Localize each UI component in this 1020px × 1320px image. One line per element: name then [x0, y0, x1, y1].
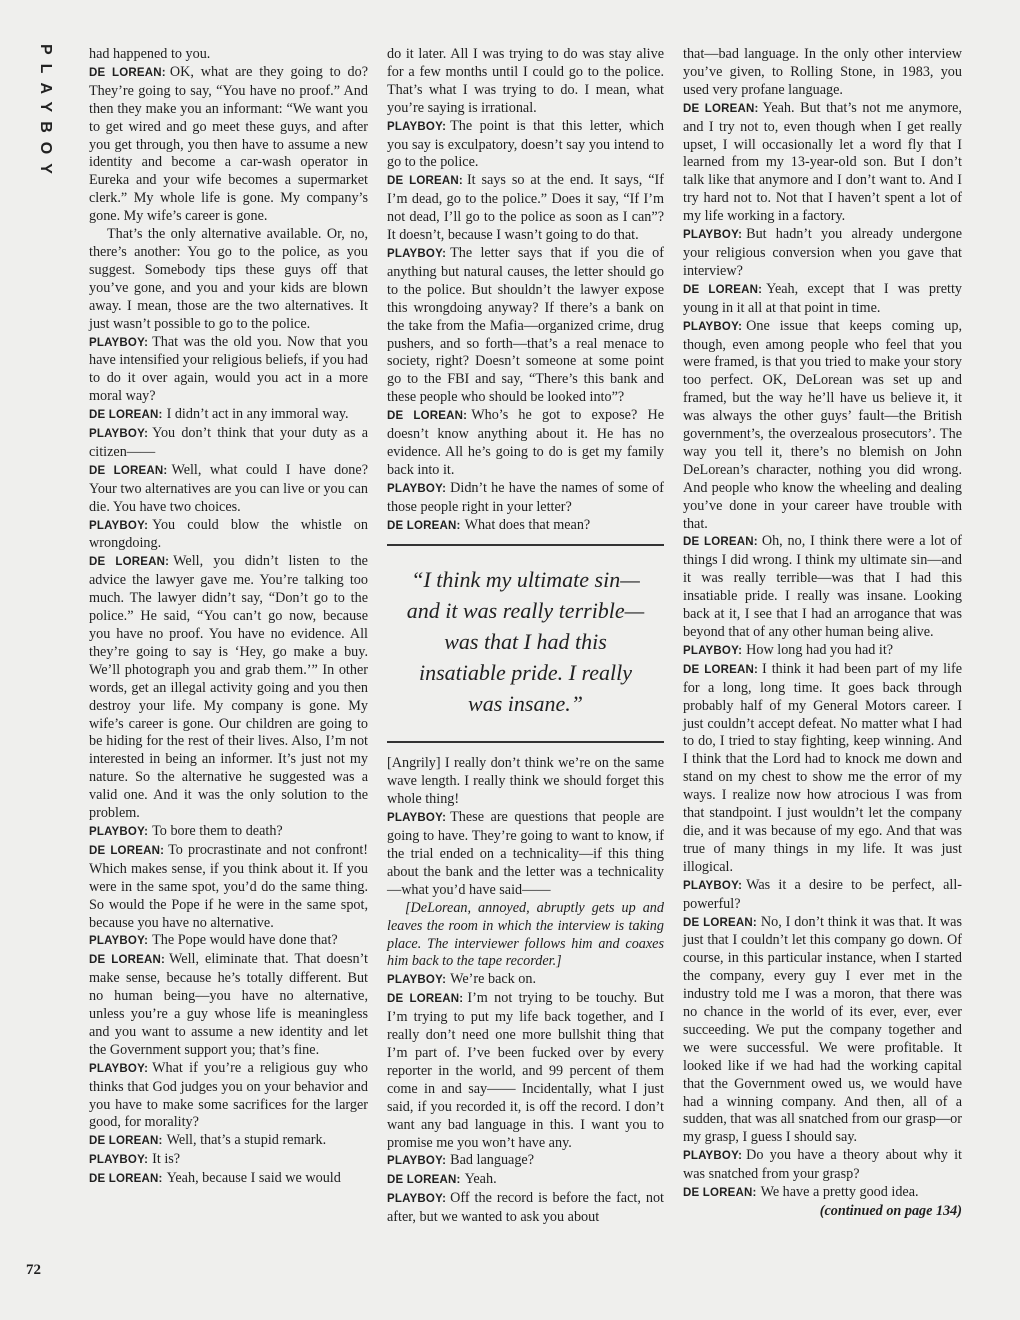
speaker-label: DE LOREAN: [683, 536, 758, 549]
interview-paragraph [387, 1190, 664, 1227]
speaker-label: PLAYBOY: [89, 1062, 149, 1075]
speaker-label: PLAYBOY: [89, 1154, 149, 1167]
paragraph-text: I didn’t act in any immoral way. [166, 406, 349, 423]
speaker-label: PLAYBOY: [683, 320, 743, 333]
paragraph-text: That was the old you. Now that you have intensified your religious beliefs, if you had to do it over again, would you act in a more moral way? [89, 333, 368, 405]
paragraph-text: Oh, no, I think there were a lot of things I did wrong. I think my ultimate sin—and it was really terrible—was that I had this insatiable pride. I really was insane. Looking back at it, I see that I had an arrogance that was beyond that of any other human being alive. [683, 533, 962, 640]
speaker-label: DE LOREAN: [89, 464, 168, 477]
interview-paragraph [89, 425, 368, 462]
interview-paragraph [89, 951, 368, 1059]
interview-paragraph [683, 642, 962, 661]
paragraph-text: What if you’re a religious guy who thinks that God judges you on your behavior and you have to make some sacrifices for the larger good, for morality? [89, 1059, 368, 1131]
interview-paragraph [683, 914, 962, 1148]
paragraph-text: Yeah, because I said we would [166, 1170, 341, 1187]
speaker-label: PLAYBOY: [89, 935, 149, 948]
speaker-label: PLAYBOY: [387, 1193, 447, 1206]
interview-paragraph [683, 46, 962, 100]
interview-paragraph [89, 823, 368, 842]
interview-paragraph [387, 990, 664, 1152]
paragraph-text: that—bad language. In the only other interview you’ve given, to Rolling Stone, in 1983, you used very profane language. [683, 46, 962, 98]
paragraph-text: [DeLorean, annoyed, abruptly gets up and leaves the room in which the interview is taking place. The interviewer follows him and coaxes him back to the tape recorder.] [387, 899, 664, 970]
page-number: 72 [26, 1262, 41, 1278]
interview-paragraph [89, 553, 368, 823]
column-2 [387, 46, 664, 1227]
interview-paragraph [89, 334, 368, 407]
paragraph-text: [Angrily] I really don’t think we’re on the same wave length. I really think we should forget this whole thing! [387, 755, 664, 808]
interview-paragraph [387, 517, 664, 536]
interview-paragraph [683, 281, 962, 318]
paragraph-text: It says so at the end. It says, “If I’m dead, go to the police.” Does it say, “If I’m not dead, I’ll go to the police as soon as I can”? It doesn’t, because I wasn’t going to do that. [387, 172, 664, 244]
speaker-label: DE LOREAN: [89, 409, 163, 422]
interview-paragraph [89, 1151, 368, 1170]
interview-paragraph [387, 46, 664, 118]
interview-paragraph [683, 661, 962, 877]
paragraph-text: Well, that’s a stupid remark. [166, 1132, 327, 1149]
column-3 [683, 46, 962, 1221]
interview-paragraph [387, 971, 664, 990]
speaker-label: PLAYBOY: [387, 812, 447, 825]
paragraph-text: I think it had been part of my life for a long, long time. It goes back through probably half of my General Motors career. I just couldn’t accept defeat. No matter what I had to do, I tried to stay fighting, keep winning. And I think that the Lord had to knock me down and stand on my chest to show me the error of my ways. I realize now how atrocious I was from that standpoint. I just wouldn’t let the company die, and it was because of my ego. And that was true of many things in my life. It was just illogical. [683, 660, 962, 875]
speaker-label: DE LOREAN: [387, 175, 463, 188]
paragraph-text: These are questions that people are going to have. They’re going to want to know, if the trial ended on a technicality—if this thing about the bank and the letter was a technicality—what you’d have said—— [387, 809, 664, 898]
column-1 [89, 46, 368, 1189]
paragraph-text: To procrastinate and not confront! Which makes sense, if you think about it. If you were in the same spot, you’d do the same thing. So would the Pope if he were in the same spot, because you have no alternative. [89, 841, 368, 931]
speaker-label: PLAYBOY: [387, 1155, 447, 1168]
paragraph-text: One issue that keeps coming up, though, even among people who feel that you were framed, is that you tried to make your story too perfect. OK, DeLorean was set up and framed, but the way he’ll have us believe it, it was always the other guys’ fault—the British government’s, the overzealous prosecutors’. The way you tell it, there’s no blemish on John DeLorean’s character, nothing you did wrong. And people who know the wheeling and dealing you’ve done in your career have trouble with that. [683, 317, 962, 532]
paragraph-text: You don’t think that your duty as a citizen—— [89, 425, 368, 460]
running-head [34, 44, 56, 204]
interview-paragraph [683, 1184, 962, 1203]
interview-paragraph [89, 64, 368, 226]
interview-paragraph [387, 118, 664, 173]
interview-paragraph [89, 1132, 368, 1151]
paragraph-text: Yeah, except that I was pretty young in it all at that point in time. [683, 280, 962, 316]
speaker-label: PLAYBOY: [683, 1150, 743, 1163]
paragraph-text: Yeah. But that’s not me anymore, and I try not to, even though when I get really upset, I will occasionally let a word fly that I learned from my 13-year-old son. But I don’t talk like that anymore and I don’t want to. And I try hard not to. Not that I haven’t spent a lot of my life working in a factory. [683, 99, 962, 225]
speaker-label: PLAYBOY: [387, 247, 447, 260]
interview-paragraph [683, 877, 962, 914]
column-3-body [683, 46, 962, 1203]
paragraph-text: Off the record is before the fact, not after, but we wanted to ask you about [387, 1190, 664, 1226]
interview-paragraph [387, 755, 664, 809]
speaker-label: PLAYBOY: [387, 974, 447, 987]
interview-paragraph [387, 1152, 664, 1171]
interview-paragraph [89, 932, 368, 951]
paragraph-text: OK, what are they going to do? They’re going to say, “You have no proof.” And then they make you an informant: “We want you to get wired and go meet these guys, and after you get through, you then have to assume a new identity and become a car-wash operator in Eureka and your wife becomes a supermarket clerk.” My whole life is gone. My company’s gone. My wife’s career is gone. [89, 63, 368, 225]
paragraph-text: Didn’t he have the names of some of those people right in your letter? [387, 479, 664, 515]
paragraph-text: No, I don’t think it was that. It was just that I couldn’t let this company go down. Of course, in this particular instance, when I started the company, every guy I ever met in the industry told me I was a moron, that there was no chance in the world of its ever, ever, ever succeeding. We put the company together and we were successful. We were profitable. It looked like if we had had the working capital that the Government owed us, we would have had a winning company. And then, all of a sudden, that was all snatched from our grasp—or my grasp, I guess I should say. [683, 913, 962, 1146]
interview-paragraph [683, 1147, 962, 1184]
paragraph-text: The point is that this letter, which you say is exculpatory, doesn’t say you intend to go to the police. [387, 117, 664, 171]
speaker-label: DE LOREAN: [387, 410, 468, 423]
speaker-label: DE LOREAN: [89, 556, 170, 569]
interview-paragraph [89, 842, 368, 933]
interview-paragraph [683, 318, 962, 534]
speaker-label: PLAYBOY: [89, 336, 149, 349]
speaker-label: DE LOREAN: [387, 1174, 461, 1187]
paragraph-text: How long had you had it? [746, 641, 894, 658]
interview-paragraph [387, 1171, 664, 1190]
speaker-label: DE LOREAN: [387, 519, 461, 532]
paragraph-text: You could blow the whistle on wrongdoing. [89, 516, 368, 552]
paragraph-text: Well, what could I have done? Your two alternatives are you can live or you can die. You have two choices. [89, 461, 368, 515]
speaker-label: PLAYBOY: [89, 519, 149, 532]
paragraph-text: do it later. All I was trying to do was stay alive for a few months until I could go to the police. That’s what I was trying to do. I mean, what you’re saying is irrational. [387, 46, 664, 116]
speaker-label: PLAYBOY: [387, 482, 447, 495]
magazine-name: PLAYBOY [37, 44, 54, 183]
paragraph-text: Was it a desire to be perfect, all-powerful? [683, 876, 962, 912]
paragraph-text: That’s the only alternative available. Or, no, there’s another: You go to the police, as you suggest. Somebody tips these guys off that you’ve gone, and you and your kids are blown away. I mean, those are the two alternatives. It just wasn’t possible to go to the police. [89, 226, 368, 332]
paragraph-text: I’m not trying to be touchy. But I’m trying to put my life back together, and I really don’t need one more bullshit thing that I’m part of. I’ve been fucked over by every reporter in the world, and 99 percent of them come in and say—— Incidentally, what I just said, if you recorded it, is off the record. I don’t want any bad language in this. I want you to promise me you won’t have any. [387, 990, 664, 1151]
interview-paragraph [683, 226, 962, 281]
interview-paragraph [89, 406, 368, 425]
paragraph-text: The letter says that if you die of anything but natural causes, the letter should go to the police. But shouldn’t the lawyer expose this wrongdoing anyway? If there’s a bank on the take from the Mafia—organized crime, drug pushers, and so forth—that’s a real menace to society, right? Doesn’t someone at some point go to the FBI and say, “There’s this bank and these people who should be looked into”? [387, 244, 664, 406]
interview-paragraph [387, 245, 664, 407]
speaker-label: DE LOREAN: [89, 954, 166, 967]
interview-paragraph [387, 172, 664, 245]
speaker-label: DE LOREAN: [387, 993, 464, 1006]
paragraph-text: Who’s he got to expose? He doesn’t know anything about it. He has no evidence. All he’s going to do is get my family back into it. [387, 407, 664, 478]
interview-paragraph [683, 533, 962, 641]
paragraph-text: had happened to you. [89, 46, 211, 62]
interview-paragraph [683, 100, 962, 226]
interview-paragraph [387, 480, 664, 517]
speaker-label: DE LOREAN: [683, 283, 763, 296]
interview-paragraph [387, 809, 664, 900]
interview-paragraph [89, 1060, 368, 1133]
interview-paragraph [89, 517, 368, 554]
interview-paragraph [387, 407, 664, 480]
paragraph-text: Do you have a theory about why it was snatched from your grasp? [683, 1147, 962, 1183]
interview-paragraph [89, 226, 368, 333]
paragraph-text: What does that mean? [464, 516, 591, 533]
interview-paragraph [387, 900, 664, 972]
continued-note: (continued on page 134) [819, 1203, 962, 1219]
paragraph-text: We have a pretty good idea. [760, 1184, 919, 1201]
paragraph-text: It is? [152, 1151, 181, 1168]
speaker-label: DE LOREAN: [89, 66, 166, 79]
speaker-label: DE LOREAN: [683, 663, 759, 676]
speaker-label: DE LOREAN: [683, 102, 759, 115]
paragraph-text: Yeah. [464, 1171, 497, 1188]
interview-paragraph [89, 46, 368, 64]
speaker-label: PLAYBOY: [89, 825, 149, 838]
speaker-label: DE LOREAN: [89, 1173, 163, 1186]
speaker-label: PLAYBOY: [89, 428, 149, 441]
speaker-label: PLAYBOY: [387, 120, 447, 133]
paragraph-text: Well, you didn’t listen to the advice the lawyer gave me. You’re talking too much. The lawyer didn’t say, “Don’t go to the police.” He said, “You can’t go now, because you have no proof. You have no evidence. All they’re going to say is ‘Hey, go make a buy. We’ll photograph you and grab them.’” In other words, get an illegal activity going and you then destroy your life. My company is gone. My wife’s career is gone. Our children are going to be hiding for the rest of their lives. Also, I’m not interested in being an informer. It’s just not my nature. So the alternative he suggested was a valid one. And it was the only solution to the problem. [89, 553, 368, 822]
speaker-label: DE LOREAN: [89, 1135, 163, 1148]
speaker-label: PLAYBOY: [683, 644, 743, 657]
speaker-label: PLAYBOY: [683, 879, 743, 892]
pull-quote: “I think my ultimate sin—and it was really terrible—was that I had this insatiable pride. I really was insane.” [387, 544, 664, 743]
speaker-label: DE LOREAN: [89, 844, 165, 857]
paragraph-text: But hadn’t you already undergone your religious conversion when you gave that interview? [683, 226, 962, 279]
interview-paragraph [89, 1170, 368, 1189]
speaker-label: DE LOREAN: [683, 1187, 757, 1200]
speaker-label: DE LOREAN: [683, 916, 757, 929]
paragraph-text: We’re back on. [450, 971, 537, 988]
interview-paragraph [89, 462, 368, 517]
paragraph-text: The Pope would have done that? [152, 932, 338, 949]
paragraph-text: To bore them to death? [152, 822, 283, 839]
paragraph-text: Well, eliminate that. That doesn’t make sense, because he’s totally different. But no human being—you have no alternative, unless you’re a guy whose life is meaningless and you want to assume a new identity and let the Government support you; that’s fine. [89, 951, 369, 1058]
speaker-label: PLAYBOY: [683, 229, 743, 242]
paragraph-text: Bad language? [450, 1152, 535, 1169]
column-2-top [387, 46, 664, 535]
column-2-bottom [387, 755, 664, 1227]
